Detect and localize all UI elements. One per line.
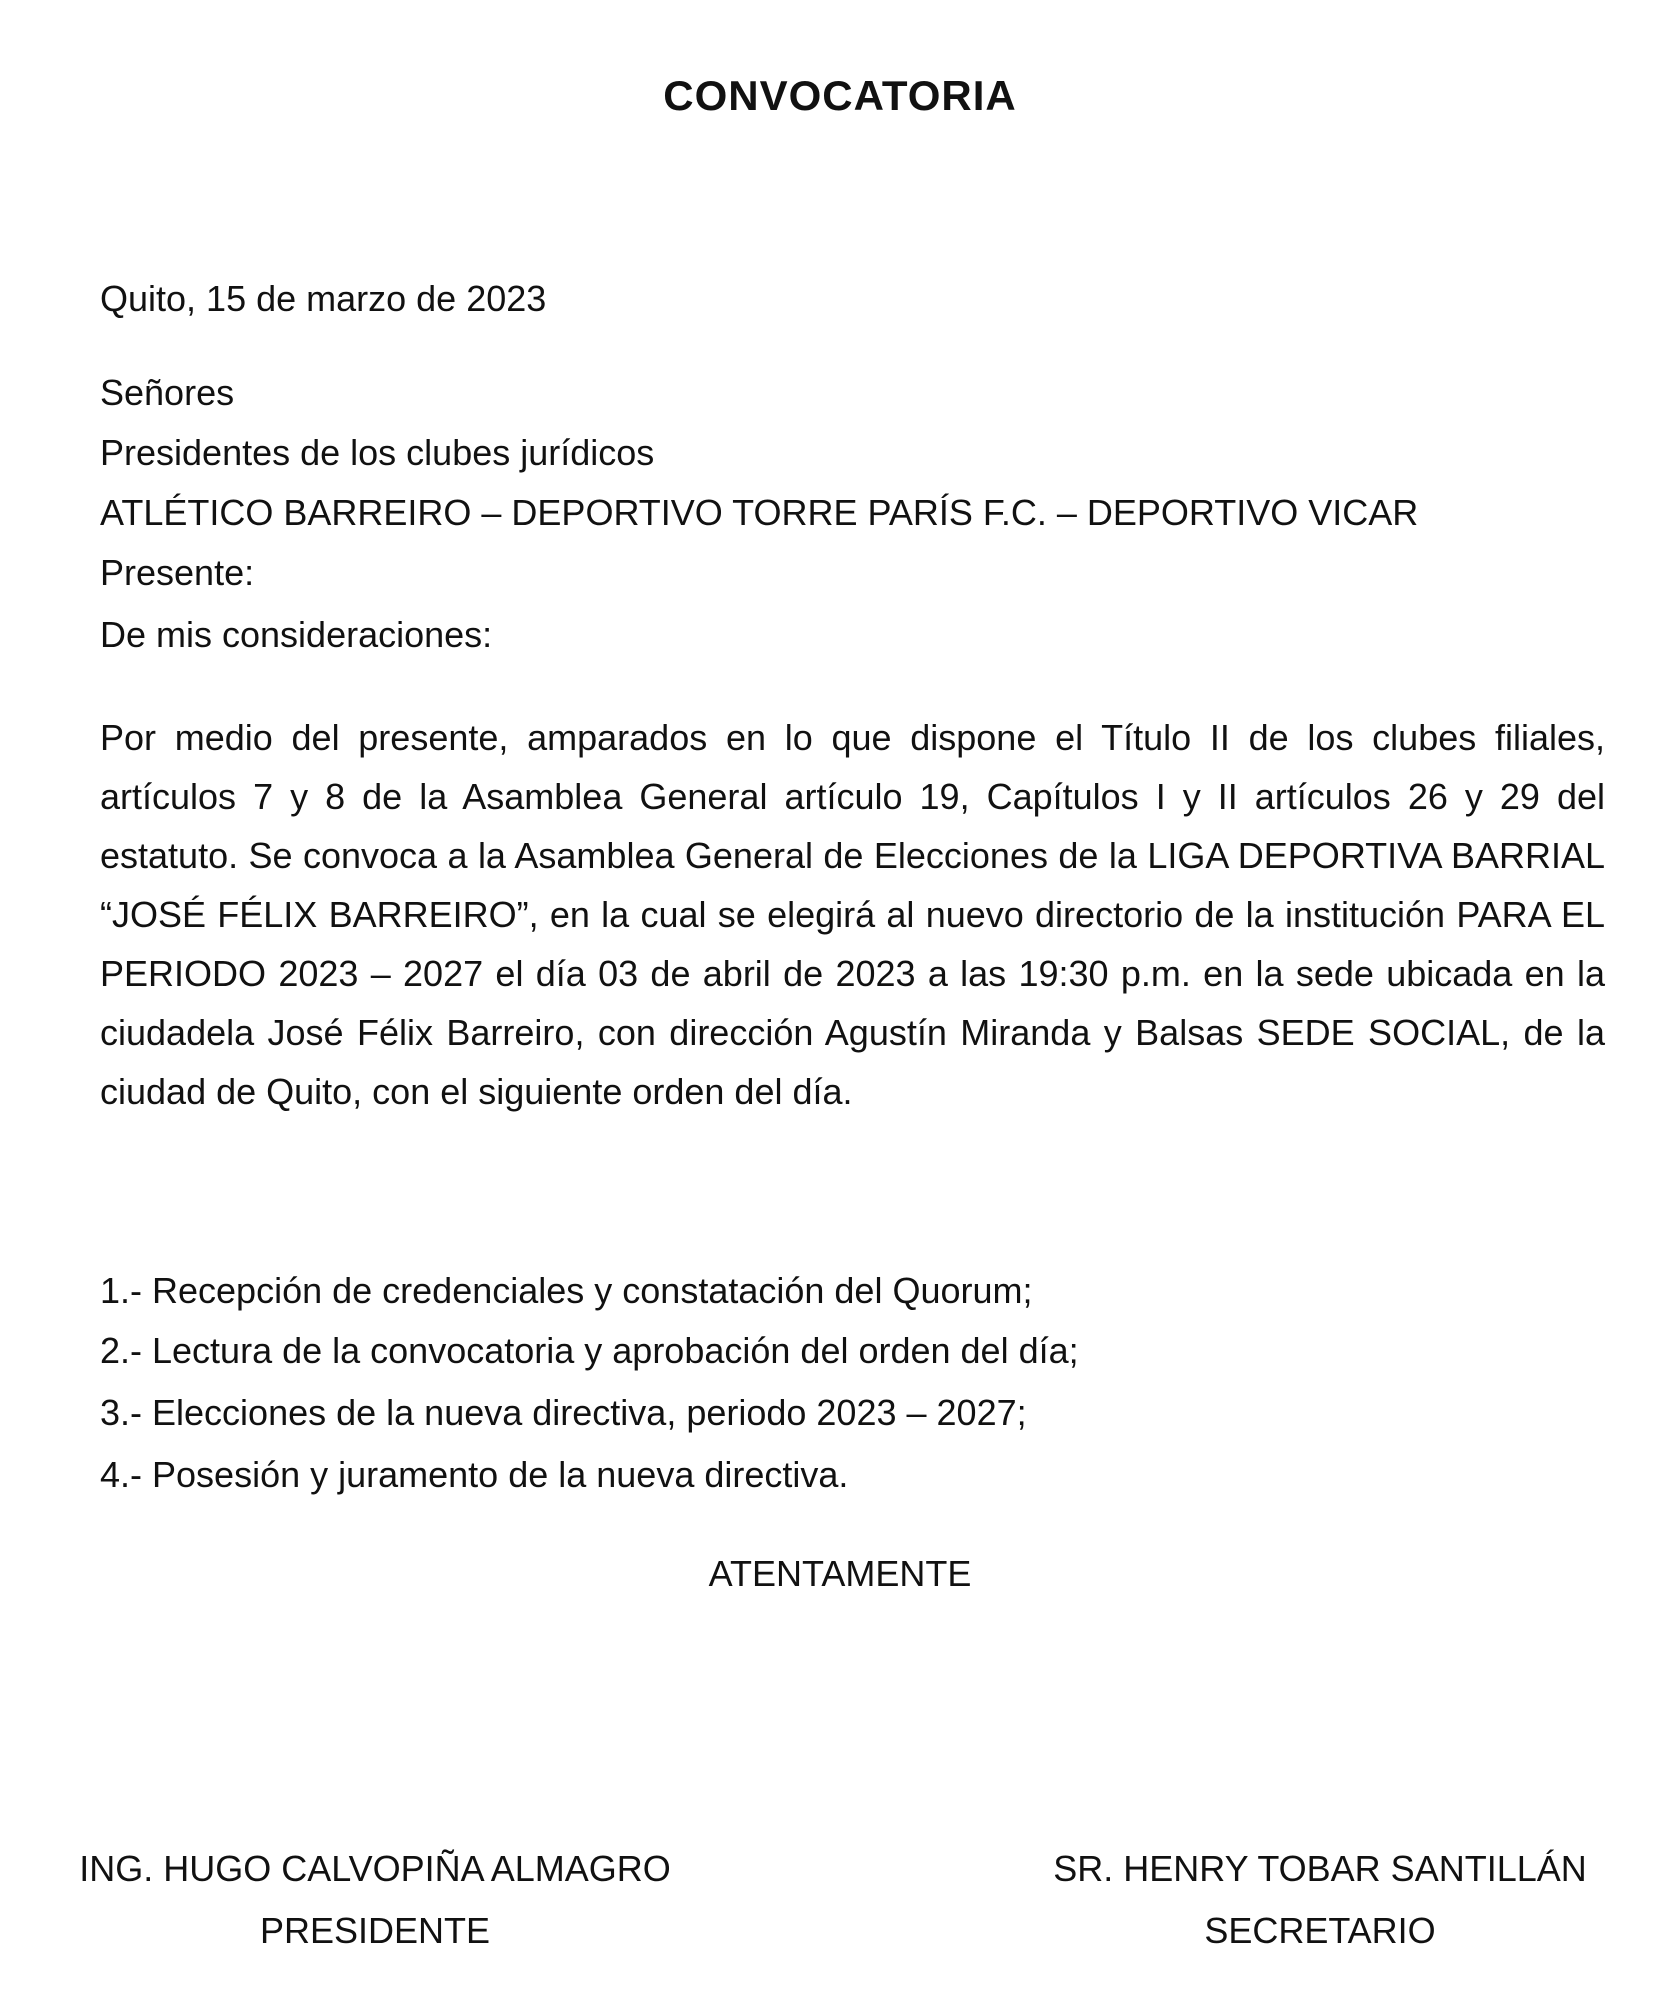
closing-text: [0, 1553, 1680, 1595]
agenda-item-4: 4.- Posesión y juramento de la nueva directiva.: [100, 1454, 849, 1495]
signatory-name: SR. HENRY TOBAR SANTILLÁN: [1053, 1848, 1587, 1889]
date-line: Quito, 15 de marzo de 2023: [100, 278, 547, 319]
agenda-item-3: 3.- Elecciones de la nueva directiva, periodo 2023 – 2027;: [100, 1392, 1027, 1433]
recipient-consideraciones: De mis consideraciones:: [100, 614, 493, 655]
signatory-name: ING. HUGO CALVOPIÑA ALMAGRO: [79, 1848, 671, 1889]
recipient-clubs: ATLÉTICO BARREIRO – DEPORTIVO TORRE PARÍS F.C. – DEPORTIVO VICAR: [100, 492, 1419, 533]
closing-label: ATENTAMENTE: [708, 1553, 972, 1594]
agenda-item-1: 1.- Recepción de credenciales y constatación del Quorum;: [100, 1270, 1033, 1311]
document-title: CONVOCATORIA: [663, 72, 1017, 119]
signatory-role: SECRETARIO: [1204, 1910, 1436, 1951]
recipient-title: Presidentes de los clubes jurídicos: [100, 432, 655, 473]
agenda-item-2: 2.- Lectura de la convocatoria y aprobación del orden del día;: [100, 1330, 1079, 1371]
recipient-salutation: Señores: [100, 372, 235, 413]
body-paragraph: Por medio del presente, amparados en lo que dispone el Título II de los clubes filiales, artículos 7 y 8 de la Asamblea General artículo 19, Capítulos I y II artículos 26 y 29 del estatuto. Se convoca a la Asamblea General de Elecciones de la LIGA DEPORTIVA BARRIAL “JOSÉ FÉLIX BARREIRO”, en la cual se elegirá al nuevo directorio de la institución PARA EL PERIODO 2023 – 2027 el día 03 de abril de 2023 a las 19:30 p.m. en la sede ubicada en la ciudadela José Félix Barreiro, con dirección Agustín Miranda y Balsas SEDE SOCIAL, de la ciudad de Quito, con el siguiente orden del día.: [100, 717, 1605, 1112]
signatory-role: PRESIDENTE: [259, 1910, 491, 1951]
signature-block-secretary: [1020, 1838, 1620, 1962]
recipient-presente: Presente:: [100, 552, 255, 593]
signature-block-president: [65, 1838, 685, 1962]
